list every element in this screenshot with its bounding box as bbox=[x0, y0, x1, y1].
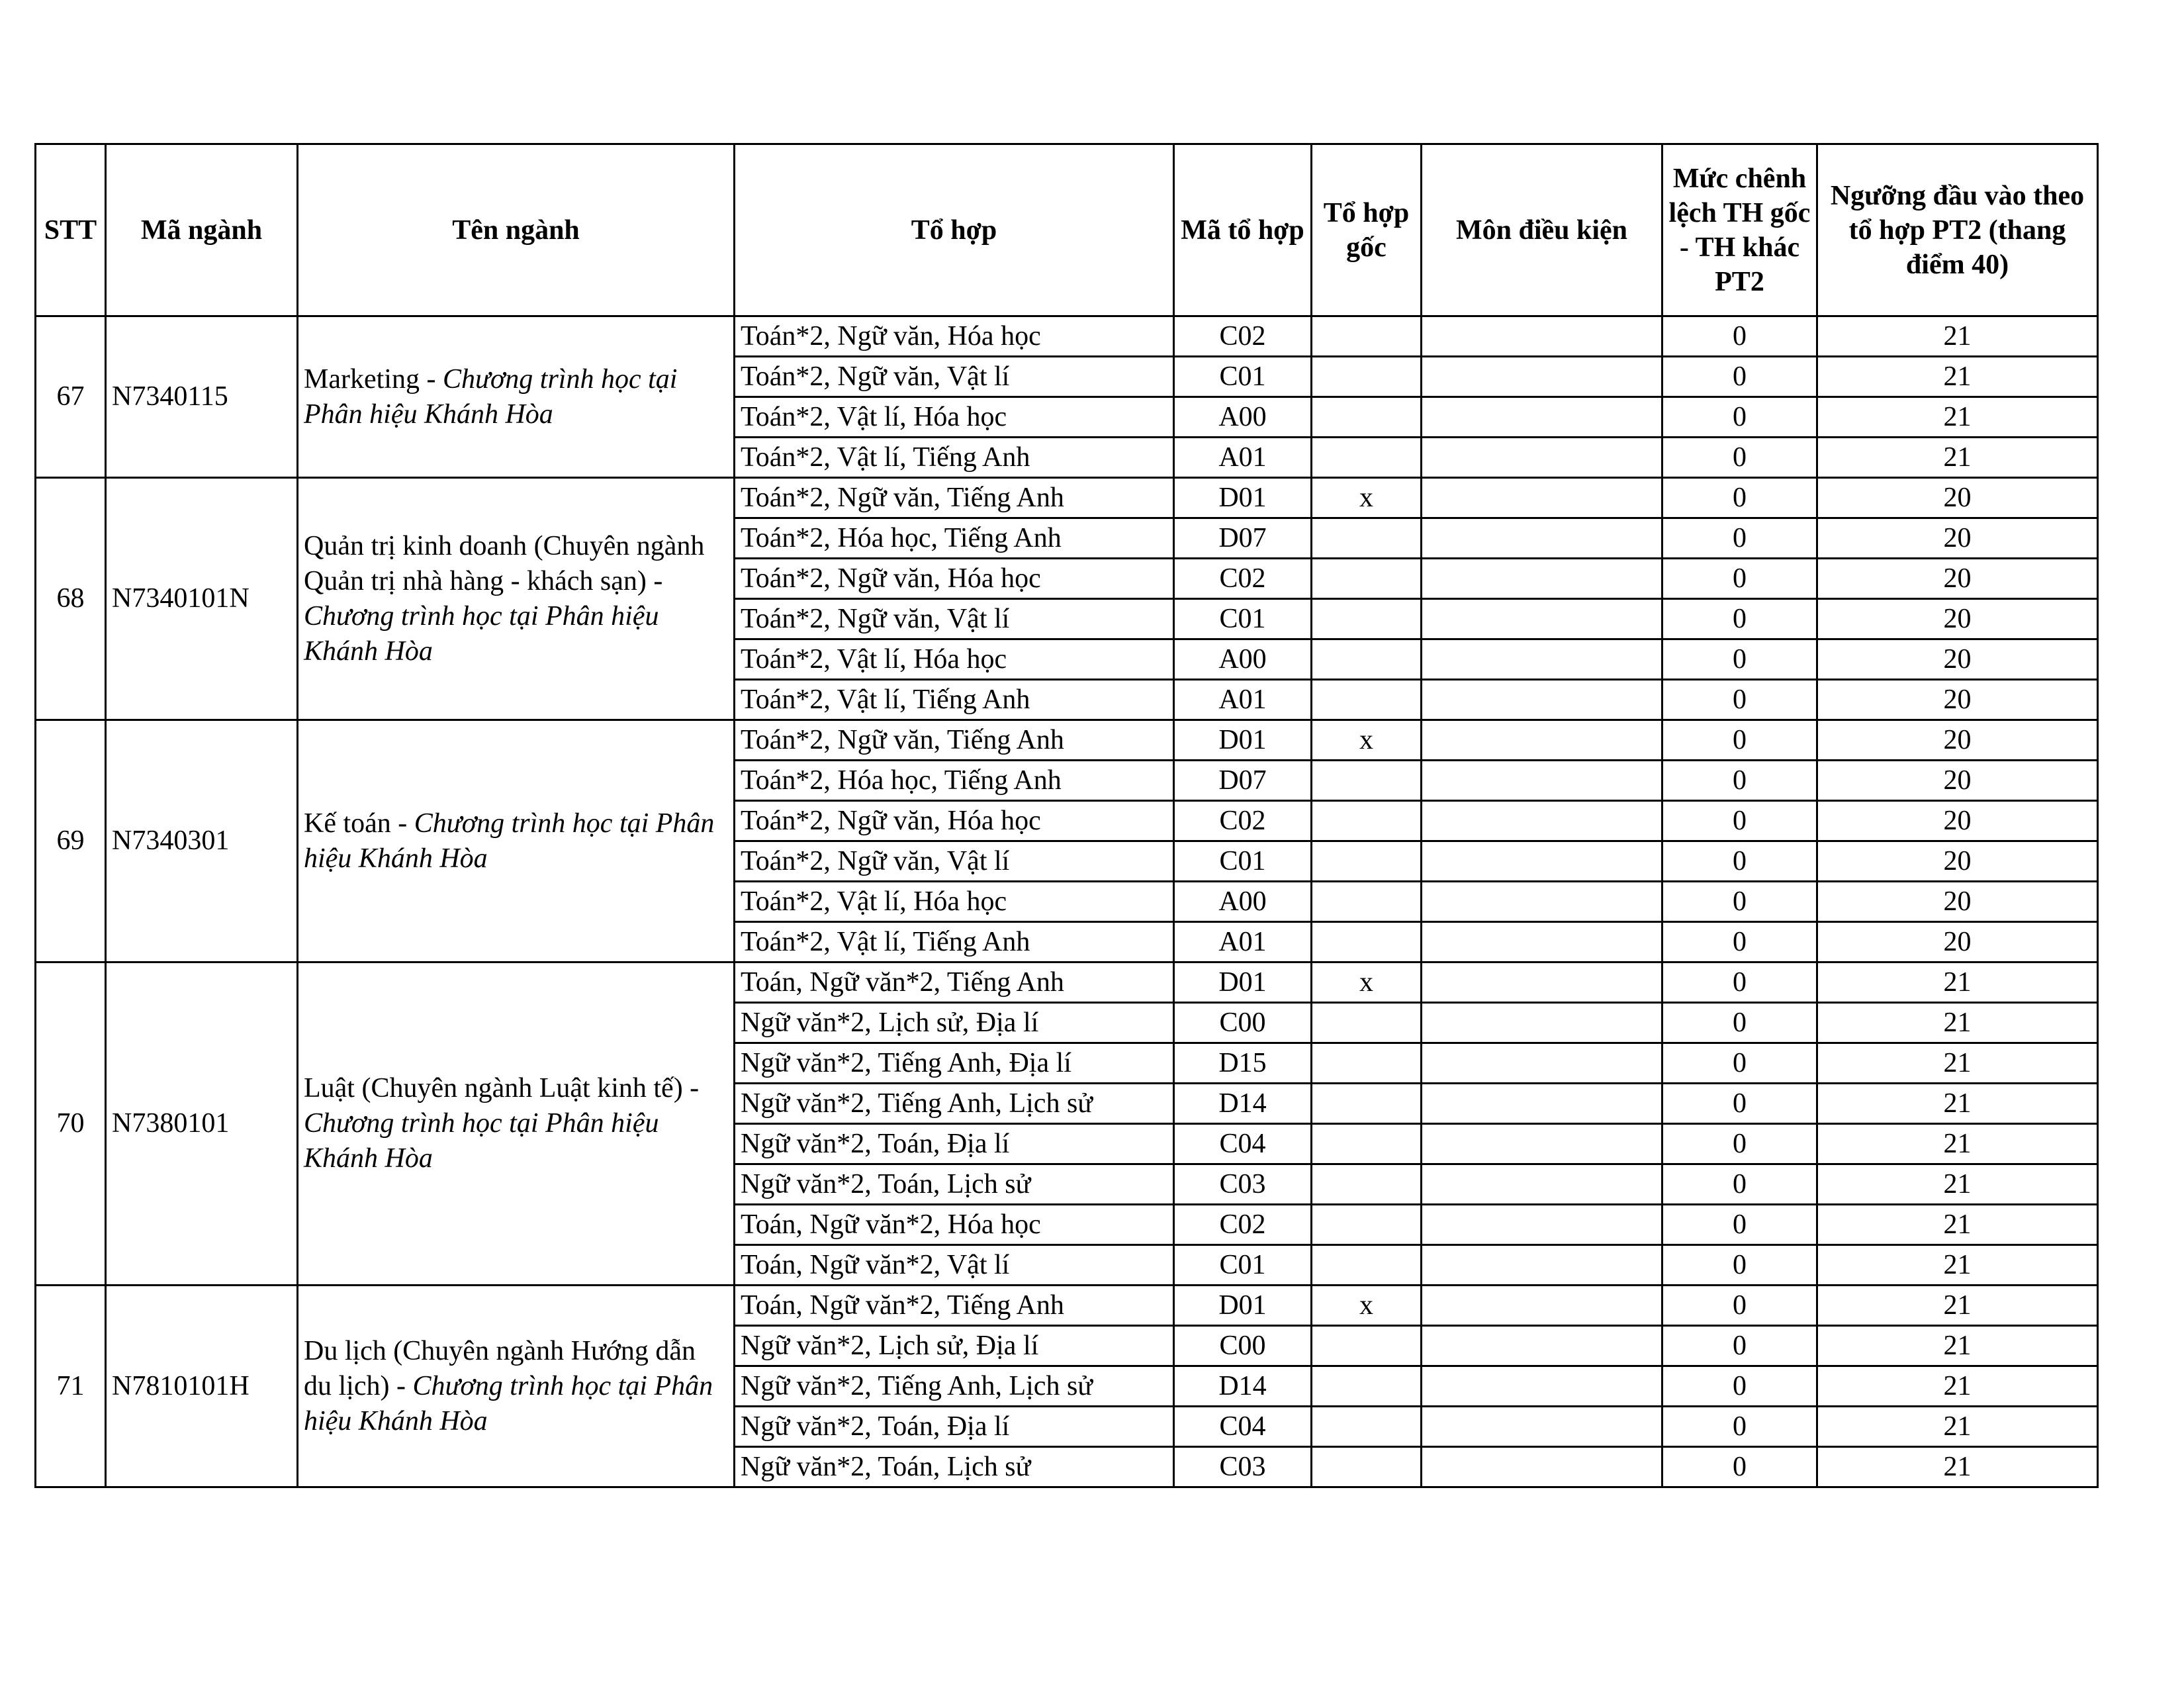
header-to-hop-goc: Tổ hợp gốc bbox=[1312, 144, 1422, 316]
subject-combination: Toán*2, Ngữ văn, Hóa học bbox=[735, 559, 1174, 599]
subject-combination: Ngữ văn*2, Tiếng Anh, Lịch sử bbox=[735, 1366, 1174, 1407]
score-difference: 0 bbox=[1662, 559, 1817, 599]
subject-combination: Toán*2, Hóa học, Tiếng Anh bbox=[735, 518, 1174, 559]
header-muc-chenh-lech: Mức chênh lệch TH gốc - TH khác PT2 bbox=[1662, 144, 1817, 316]
combination-code: C04 bbox=[1174, 1407, 1312, 1447]
score-difference: 0 bbox=[1662, 1164, 1817, 1205]
combination-code: C02 bbox=[1174, 559, 1312, 599]
combination-code: A00 bbox=[1174, 397, 1312, 438]
program-name bbox=[298, 316, 735, 478]
condition-subject bbox=[1422, 1286, 1662, 1326]
condition-subject bbox=[1422, 882, 1662, 922]
original-combination-mark bbox=[1312, 841, 1422, 882]
original-combination-mark bbox=[1312, 801, 1422, 841]
score-difference: 0 bbox=[1662, 316, 1817, 357]
original-combination-mark bbox=[1312, 357, 1422, 397]
combination-code: D07 bbox=[1174, 761, 1312, 801]
header-stt: STT bbox=[36, 144, 106, 316]
combination-code: A01 bbox=[1174, 922, 1312, 962]
condition-subject bbox=[1422, 761, 1662, 801]
program-name bbox=[298, 962, 735, 1286]
condition-subject bbox=[1422, 680, 1662, 720]
score-difference: 0 bbox=[1662, 599, 1817, 639]
condition-subject bbox=[1422, 316, 1662, 357]
table-body bbox=[36, 316, 2098, 1487]
condition-subject bbox=[1422, 1003, 1662, 1043]
condition-subject bbox=[1422, 1205, 1662, 1245]
subject-combination: Ngữ văn*2, Lịch sử, Địa lí bbox=[735, 1326, 1174, 1366]
condition-subject bbox=[1422, 397, 1662, 438]
combination-code: C01 bbox=[1174, 1245, 1312, 1286]
entry-threshold: 21 bbox=[1817, 1164, 2098, 1205]
subject-combination: Toán*2, Ngữ văn, Vật lí bbox=[735, 599, 1174, 639]
condition-subject bbox=[1422, 841, 1662, 882]
subject-combination: Toán, Ngữ văn*2, Hóa học bbox=[735, 1205, 1174, 1245]
entry-threshold: 21 bbox=[1817, 1407, 2098, 1447]
subject-combination: Toán*2, Ngữ văn, Tiếng Anh bbox=[735, 478, 1174, 518]
original-combination-mark bbox=[1312, 559, 1422, 599]
entry-threshold: 21 bbox=[1817, 1245, 2098, 1286]
entry-threshold: 20 bbox=[1817, 518, 2098, 559]
header-ten-nganh: Tên ngành bbox=[298, 144, 735, 316]
entry-threshold: 20 bbox=[1817, 720, 2098, 761]
condition-subject bbox=[1422, 599, 1662, 639]
table-row bbox=[36, 1286, 2098, 1326]
condition-subject bbox=[1422, 1043, 1662, 1084]
condition-subject bbox=[1422, 1084, 1662, 1124]
program-name-text: Quản trị kinh doanh (Chuyên ngành Quản trị nhà hàng - khách sạn) - bbox=[304, 530, 705, 596]
combination-code: C02 bbox=[1174, 801, 1312, 841]
combination-code: D07 bbox=[1174, 518, 1312, 559]
score-difference: 0 bbox=[1662, 357, 1817, 397]
condition-subject bbox=[1422, 1124, 1662, 1164]
subject-combination: Toán*2, Vật lí, Tiếng Anh bbox=[735, 438, 1174, 478]
entry-threshold: 20 bbox=[1817, 559, 2098, 599]
subject-combination: Toán, Ngữ văn*2, Vật lí bbox=[735, 1245, 1174, 1286]
program-code: N7340115 bbox=[106, 316, 298, 478]
original-combination-mark bbox=[1312, 438, 1422, 478]
entry-threshold: 21 bbox=[1817, 1124, 2098, 1164]
entry-threshold: 20 bbox=[1817, 922, 2098, 962]
entry-threshold: 21 bbox=[1817, 397, 2098, 438]
entry-threshold: 21 bbox=[1817, 1003, 2098, 1043]
condition-subject bbox=[1422, 1366, 1662, 1407]
score-difference: 0 bbox=[1662, 882, 1817, 922]
program-campus-note: Chương trình học tại Phân hiệu Khánh Hòa bbox=[304, 600, 659, 667]
combination-code: A00 bbox=[1174, 639, 1312, 680]
subject-combination: Toán*2, Ngữ văn, Tiếng Anh bbox=[735, 720, 1174, 761]
program-code: N7810101H bbox=[106, 1286, 298, 1487]
combination-code: C01 bbox=[1174, 841, 1312, 882]
table-row bbox=[36, 316, 2098, 357]
original-combination-mark bbox=[1312, 1043, 1422, 1084]
header-nguong: Ngưỡng đầu vào theo tổ hợp PT2 (thang điểm 40) bbox=[1817, 144, 2098, 316]
program-name bbox=[298, 720, 735, 962]
score-difference: 0 bbox=[1662, 1205, 1817, 1245]
program-name-text: Luật (Chuyên ngành Luật kinh tế) - bbox=[304, 1073, 700, 1103]
original-combination-mark: x bbox=[1312, 962, 1422, 1003]
combination-code: D01 bbox=[1174, 962, 1312, 1003]
subject-combination: Toán*2, Hóa học, Tiếng Anh bbox=[735, 761, 1174, 801]
subject-combination: Ngữ văn*2, Tiếng Anh, Địa lí bbox=[735, 1043, 1174, 1084]
score-difference: 0 bbox=[1662, 1084, 1817, 1124]
entry-threshold: 21 bbox=[1817, 316, 2098, 357]
subject-combination: Toán, Ngữ văn*2, Tiếng Anh bbox=[735, 1286, 1174, 1326]
program-name bbox=[298, 478, 735, 720]
entry-threshold: 21 bbox=[1817, 357, 2098, 397]
combination-code: C04 bbox=[1174, 1124, 1312, 1164]
entry-threshold: 21 bbox=[1817, 1447, 2098, 1487]
original-combination-mark bbox=[1312, 1084, 1422, 1124]
condition-subject bbox=[1422, 801, 1662, 841]
score-difference: 0 bbox=[1662, 761, 1817, 801]
score-difference: 0 bbox=[1662, 962, 1817, 1003]
score-difference: 0 bbox=[1662, 518, 1817, 559]
combination-code: A00 bbox=[1174, 882, 1312, 922]
original-combination-mark: x bbox=[1312, 720, 1422, 761]
entry-threshold: 20 bbox=[1817, 801, 2098, 841]
program-campus-note: Chương trình học tại Phân hiệu Khánh Hòa bbox=[304, 363, 678, 430]
program-code: N7340101N bbox=[106, 478, 298, 720]
original-combination-mark bbox=[1312, 882, 1422, 922]
subject-combination: Toán*2, Vật lí, Hóa học bbox=[735, 397, 1174, 438]
condition-subject bbox=[1422, 357, 1662, 397]
combination-code: D14 bbox=[1174, 1084, 1312, 1124]
subject-combination: Toán*2, Vật lí, Hóa học bbox=[735, 639, 1174, 680]
condition-subject bbox=[1422, 518, 1662, 559]
original-combination-mark bbox=[1312, 761, 1422, 801]
program-code: N7340301 bbox=[106, 720, 298, 962]
subject-combination: Ngữ văn*2, Lịch sử, Địa lí bbox=[735, 1003, 1174, 1043]
header-ma-to-hop: Mã tổ hợp bbox=[1174, 144, 1312, 316]
subject-combination: Ngữ văn*2, Toán, Địa lí bbox=[735, 1124, 1174, 1164]
original-combination-mark bbox=[1312, 1124, 1422, 1164]
subject-combination: Toán*2, Vật lí, Hóa học bbox=[735, 882, 1174, 922]
entry-threshold: 21 bbox=[1817, 1084, 2098, 1124]
entry-threshold: 20 bbox=[1817, 599, 2098, 639]
subject-combination: Toán*2, Ngữ văn, Vật lí bbox=[735, 841, 1174, 882]
program-code: N7380101 bbox=[106, 962, 298, 1286]
score-difference: 0 bbox=[1662, 1043, 1817, 1084]
combination-code: C01 bbox=[1174, 599, 1312, 639]
original-combination-mark bbox=[1312, 1447, 1422, 1487]
score-difference: 0 bbox=[1662, 720, 1817, 761]
condition-subject bbox=[1422, 639, 1662, 680]
program-name-text: Du lịch (Chuyên ngành Hướng dẫn du lịch) - bbox=[304, 1335, 696, 1401]
condition-subject bbox=[1422, 1245, 1662, 1286]
program-campus-note: Chương trình học tại Phân hiệu Khánh Hòa bbox=[304, 1370, 713, 1436]
combination-code: C02 bbox=[1174, 1205, 1312, 1245]
entry-threshold: 21 bbox=[1817, 1205, 2098, 1245]
condition-subject bbox=[1422, 962, 1662, 1003]
combination-code: C03 bbox=[1174, 1447, 1312, 1487]
program-stt: 70 bbox=[36, 962, 106, 1286]
entry-threshold: 20 bbox=[1817, 639, 2098, 680]
entry-threshold: 21 bbox=[1817, 1366, 2098, 1407]
entry-threshold: 20 bbox=[1817, 761, 2098, 801]
score-difference: 0 bbox=[1662, 1447, 1817, 1487]
combination-code: A01 bbox=[1174, 438, 1312, 478]
combination-code: D01 bbox=[1174, 1286, 1312, 1326]
admissions-table bbox=[34, 143, 2099, 1488]
combination-code: D15 bbox=[1174, 1043, 1312, 1084]
condition-subject bbox=[1422, 438, 1662, 478]
original-combination-mark bbox=[1312, 518, 1422, 559]
condition-subject bbox=[1422, 559, 1662, 599]
score-difference: 0 bbox=[1662, 1407, 1817, 1447]
score-difference: 0 bbox=[1662, 1124, 1817, 1164]
entry-threshold: 21 bbox=[1817, 1326, 2098, 1366]
entry-threshold: 20 bbox=[1817, 680, 2098, 720]
original-combination-mark: x bbox=[1312, 478, 1422, 518]
condition-subject bbox=[1422, 1447, 1662, 1487]
subject-combination: Ngữ văn*2, Tiếng Anh, Lịch sử bbox=[735, 1084, 1174, 1124]
subject-combination: Ngữ văn*2, Toán, Địa lí bbox=[735, 1407, 1174, 1447]
score-difference: 0 bbox=[1662, 438, 1817, 478]
condition-subject bbox=[1422, 1407, 1662, 1447]
subject-combination: Toán*2, Vật lí, Tiếng Anh bbox=[735, 680, 1174, 720]
original-combination-mark bbox=[1312, 397, 1422, 438]
header-to-hop: Tổ hợp bbox=[735, 144, 1174, 316]
subject-combination: Toán*2, Ngữ văn, Vật lí bbox=[735, 357, 1174, 397]
score-difference: 0 bbox=[1662, 478, 1817, 518]
header-ma-nganh: Mã ngành bbox=[106, 144, 298, 316]
score-difference: 0 bbox=[1662, 1003, 1817, 1043]
score-difference: 0 bbox=[1662, 1245, 1817, 1286]
combination-code: C00 bbox=[1174, 1326, 1312, 1366]
entry-threshold: 20 bbox=[1817, 478, 2098, 518]
program-name bbox=[298, 1286, 735, 1487]
subject-combination: Toán, Ngữ văn*2, Tiếng Anh bbox=[735, 962, 1174, 1003]
program-stt: 68 bbox=[36, 478, 106, 720]
condition-subject bbox=[1422, 720, 1662, 761]
program-stt: 67 bbox=[36, 316, 106, 478]
entry-threshold: 20 bbox=[1817, 882, 2098, 922]
original-combination-mark bbox=[1312, 680, 1422, 720]
program-stt: 71 bbox=[36, 1286, 106, 1487]
subject-combination: Ngữ văn*2, Toán, Lịch sử bbox=[735, 1447, 1174, 1487]
program-name-text: Kế toán - bbox=[304, 808, 414, 839]
combination-code: C00 bbox=[1174, 1003, 1312, 1043]
original-combination-mark bbox=[1312, 639, 1422, 680]
original-combination-mark bbox=[1312, 1366, 1422, 1407]
header-mon-dieu-kien: Môn điều kiện bbox=[1422, 144, 1662, 316]
original-combination-mark: x bbox=[1312, 1286, 1422, 1326]
score-difference: 0 bbox=[1662, 680, 1817, 720]
score-difference: 0 bbox=[1662, 1366, 1817, 1407]
entry-threshold: 21 bbox=[1817, 1286, 2098, 1326]
combination-code: C02 bbox=[1174, 316, 1312, 357]
table-row bbox=[36, 720, 2098, 761]
score-difference: 0 bbox=[1662, 639, 1817, 680]
original-combination-mark bbox=[1312, 1326, 1422, 1366]
score-difference: 0 bbox=[1662, 922, 1817, 962]
subject-combination: Toán*2, Vật lí, Tiếng Anh bbox=[735, 922, 1174, 962]
original-combination-mark bbox=[1312, 1407, 1422, 1447]
entry-threshold: 20 bbox=[1817, 841, 2098, 882]
program-campus-note: Chương trình học tại Phân hiệu Khánh Hòa bbox=[304, 808, 715, 874]
program-name-text: Marketing - bbox=[304, 363, 443, 395]
table-row bbox=[36, 962, 2098, 1003]
admissions-table-page bbox=[34, 143, 2099, 1488]
entry-threshold: 21 bbox=[1817, 1043, 2098, 1084]
combination-code: C03 bbox=[1174, 1164, 1312, 1205]
combination-code: D01 bbox=[1174, 720, 1312, 761]
combination-code: D14 bbox=[1174, 1366, 1312, 1407]
original-combination-mark bbox=[1312, 922, 1422, 962]
combination-code: C01 bbox=[1174, 357, 1312, 397]
score-difference: 0 bbox=[1662, 841, 1817, 882]
score-difference: 0 bbox=[1662, 801, 1817, 841]
entry-threshold: 21 bbox=[1817, 438, 2098, 478]
subject-combination: Toán*2, Ngữ văn, Hóa học bbox=[735, 801, 1174, 841]
score-difference: 0 bbox=[1662, 1286, 1817, 1326]
subject-combination: Ngữ văn*2, Toán, Lịch sử bbox=[735, 1164, 1174, 1205]
score-difference: 0 bbox=[1662, 1326, 1817, 1366]
condition-subject bbox=[1422, 1326, 1662, 1366]
original-combination-mark bbox=[1312, 1003, 1422, 1043]
original-combination-mark bbox=[1312, 599, 1422, 639]
program-campus-note: Chương trình học tại Phân hiệu Khánh Hòa bbox=[304, 1108, 659, 1174]
table-header-row bbox=[36, 144, 2098, 316]
condition-subject bbox=[1422, 478, 1662, 518]
original-combination-mark bbox=[1312, 316, 1422, 357]
combination-code: A01 bbox=[1174, 680, 1312, 720]
score-difference: 0 bbox=[1662, 397, 1817, 438]
entry-threshold: 21 bbox=[1817, 962, 2098, 1003]
original-combination-mark bbox=[1312, 1205, 1422, 1245]
subject-combination: Toán*2, Ngữ văn, Hóa học bbox=[735, 316, 1174, 357]
original-combination-mark bbox=[1312, 1164, 1422, 1205]
original-combination-mark bbox=[1312, 1245, 1422, 1286]
condition-subject bbox=[1422, 922, 1662, 962]
condition-subject bbox=[1422, 1164, 1662, 1205]
combination-code: D01 bbox=[1174, 478, 1312, 518]
table-row bbox=[36, 478, 2098, 518]
program-stt: 69 bbox=[36, 720, 106, 962]
